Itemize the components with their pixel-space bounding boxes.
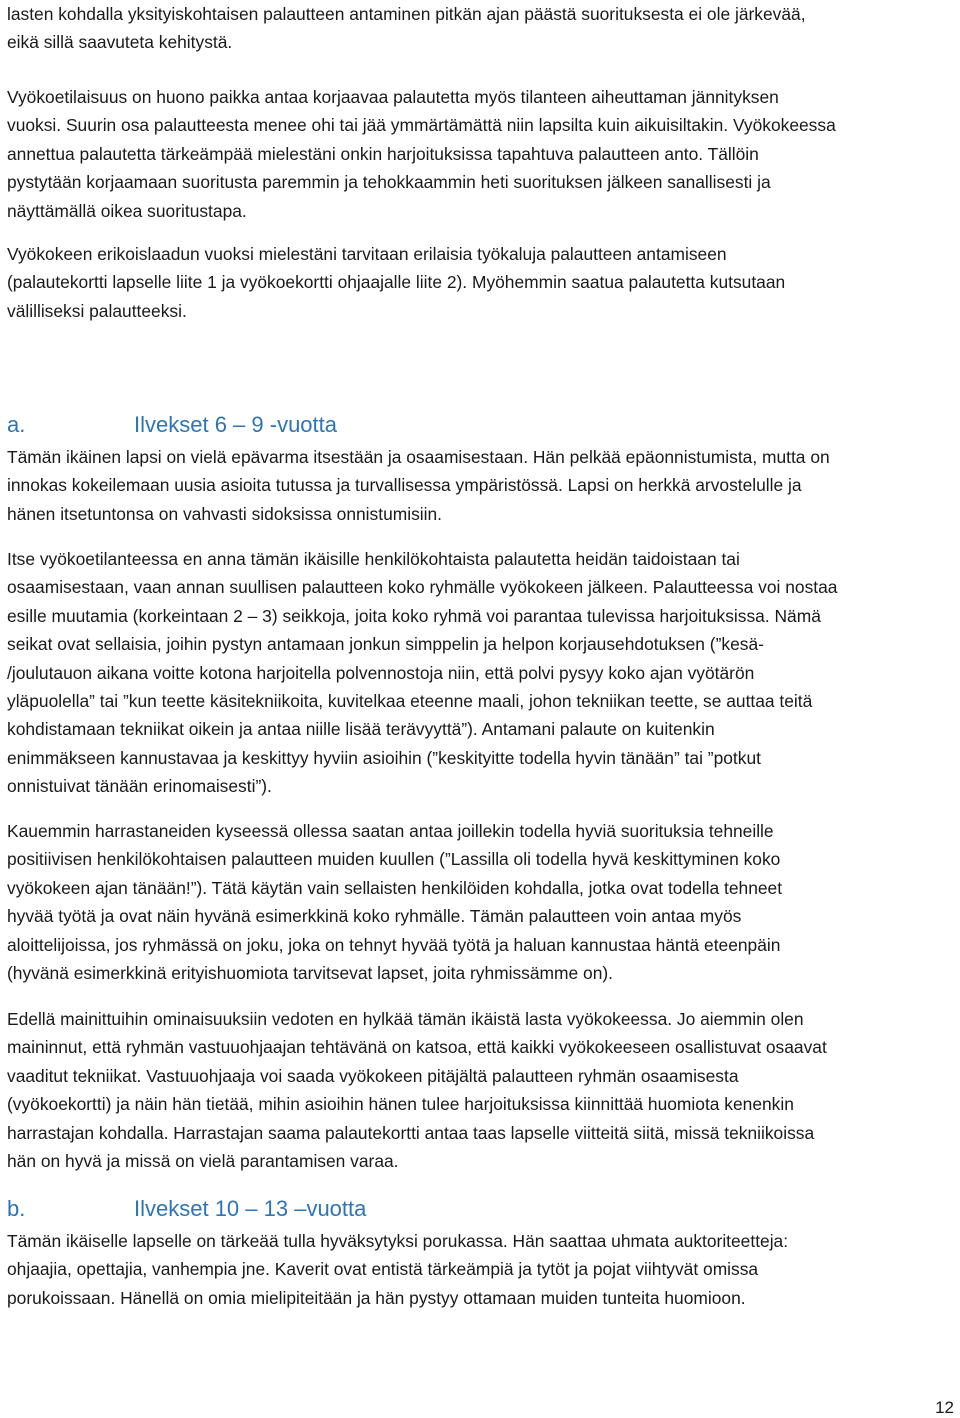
text-line: (vyökoekortti) ja näin hän tietää, mihin asioihin hänen tulee harjoituksissa kiinnittää huomiota kenenkin — [7, 1094, 794, 1115]
text-line: seikat ovat sellaisia, joihin pystyn antamaan jonkun simppelin ja helpon korjausehdotuksen (”kesä- — [7, 634, 764, 655]
text-line: Kauemmin harrastaneiden kyseessä ollessa saatan antaa joillekin todella hyviä suorituksia tehneille — [7, 821, 774, 841]
paragraph-age-6-9 — [7, 443, 955, 528]
text-line: yläpuolella” tai ”kun teette käsitekniikoita, kuvitelkaa eteenne maali, johon tekniikan teette, se auttaa teitä — [7, 690, 813, 711]
text-line: innokas kokeilemaan uusia asioita tutussa ja turvallisessa ympäristössä. Lapsi on herkkä arvostelulle ja — [7, 475, 802, 496]
text-line: Tämän ikäinen lapsi on vielä epävarma itsestään ja osaamisestaan. Hän pelkää epäonnistumista, mutta on — [7, 447, 830, 467]
section-heading-a — [7, 411, 337, 439]
text-line: esille muutamia (korkeintaan 2 – 3) seikkoja, joita koko ryhmä voi parantaa tulevissa harjoituksissa. Nämä — [7, 605, 821, 626]
text-line: vuoksi. Suurin osa palautteesta menee ohi tai jää ymmärtämättä niin lapsilta kuin aikuisiltakin. Vyökokeessa — [7, 115, 836, 136]
section-heading-b — [7, 1195, 366, 1223]
section-title: Ilvekset 10 – 13 –vuotta — [134, 1196, 367, 1221]
section-letter: b. — [7, 1196, 26, 1221]
text-line: hyvää työtä ja ovat näin hyvänä esimerkkinä koko ryhmälle. Tämän palautteen voin antaa myös — [7, 906, 742, 927]
paragraph-kauemmin — [7, 817, 955, 987]
paragraph-tyokalut — [7, 240, 955, 325]
section-title: Ilvekset 6 – 9 -vuotta — [134, 412, 337, 437]
text-line: enimmäkseen kannustavaa ja keskittyy hyviin asioihin (”keskityitte todella hyvin tänään” tai ”potkut — [7, 747, 761, 768]
text-line: kohdistamaan tekniikat oikein ja antaa niille lisää terävyyttä”). Antamani palaute on kuitenkin — [7, 719, 715, 740]
paragraph-intro — [7, 0, 955, 57]
text-line: Vyökokeen erikoislaadun vuoksi mielestäni tarvitaan erilaisia työkaluja palautteen antamiseen — [7, 244, 727, 264]
text-line: lasten kohdalla yksityiskohtaisen palautteen antaminen pitkän ajan päästä suorituksesta ei ole järkevää, — [7, 4, 806, 24]
text-line: näyttämällä oikea suoritustapa. — [7, 200, 247, 221]
text-line: eikä sillä saavuteta kehitystä. — [7, 32, 233, 53]
text-line: hänen itsetuntonsa on vahvasti sidoksissa onnistumisiin. — [7, 503, 443, 524]
text-line: (palautekortti lapselle liite 1 ja vyökoekortti ohjaajalle liite 2). Myöhemmin saatua palautetta kutsutaan — [7, 272, 786, 293]
paragraph-vyokoetilaisuus — [7, 83, 955, 225]
text-line: Vyökoetilaisuus on huono paikka antaa korjaavaa palautetta myös tilanteen aiheuttaman jännityksen — [7, 87, 779, 107]
text-line: vyökokeen ajan tänään!”). Tätä käytän vain sellaisten henkilöiden kohdalla, jotka ovat todella tehneet — [7, 877, 783, 898]
text-line: /joulutauon aikana voitte kotona harjoitella polvennostoja niin, että polvi pysyy koko ajan vyötärön — [7, 662, 755, 683]
text-line: aloittelijoissa, jos ryhmässä on joku, joka on tehnyt hyvää työtä ja haluan kannustaa häntä eteenpäin — [7, 934, 781, 955]
text-line: Itse vyökoetilanteessa en anna tämän ikäisille henkilökohtaista palautetta heidän taidoistaan tai — [7, 549, 740, 569]
paragraph-vyokoetilanne — [7, 545, 955, 801]
text-line: annettua palautetta tärkeämpää mielestäni onkin harjoituksissa tapahtuva palautteen anto. Tällöin — [7, 143, 759, 164]
text-line: Edellä mainittuihin ominaisuuksiin vedoten en hylkää tämän ikäistä lasta vyökokeessa. Jo aiemmin olen — [7, 1009, 804, 1029]
text-line: pystytään korjaamaan suoritusta paremmin ja tehokkaammin heti suorituksen jälkeen sanallisesti ja — [7, 172, 771, 193]
text-line: maininnut, että ryhmän vastuuohjaajan tehtävänä on katsoa, että kaikki vyökokeeseen osallistuvat osaavat — [7, 1037, 827, 1058]
text-line: vaaditut tekniikat. Vastuuohjaaja voi saada vyökokeen pitäjältä palautteen ryhmän osaamisesta — [7, 1065, 739, 1086]
text-line: ohjaajia, opettajia, vanhempia jne. Kaverit ovat entistä tärkeämpiä ja tytöt ja pojat viihtyvät omissa — [7, 1259, 759, 1280]
text-line: (hyvänä esimerkkinä erityishuomiota tarvitsevat lapset, joita ryhmissämme on). — [7, 962, 613, 983]
paragraph-edella — [7, 1005, 955, 1175]
paragraph-age-10-13 — [7, 1227, 955, 1312]
text-line: hän on hyvä ja missä on vielä parantamisen varaa. — [7, 1150, 399, 1171]
page-number: 12 — [935, 1398, 954, 1417]
text-line: Tämän ikäiselle lapselle on tärkeää tulla hyväksytyksi porukassa. Hän saattaa uhmata auktoriteetteja: — [7, 1231, 789, 1251]
text-line: porukoissaan. Hänellä on omia mielipiteitään ja hän pystyy ottamaan muiden tunteita huomioon. — [7, 1287, 746, 1308]
text-line: onnistuivat tänään erinomaisesti”). — [7, 776, 272, 797]
section-letter: a. — [7, 412, 26, 437]
text-line: harrastajan kohdalla. Harrastajan saama palautekortti antaa taas lapselle viitteitä siitä, missä tekniikoissa — [7, 1122, 815, 1143]
text-line: välilliseksi palautteeksi. — [7, 300, 187, 321]
text-line: positiivisen henkilökohtaisen palautteen muiden kuullen (”Lassilla oli todella hyvä keskittyminen koko — [7, 849, 781, 870]
text-line: osaamisestaan, vaan annan suullisen palautteen koko ryhmälle vyökokeen jälkeen. Palautteessa voi nostaa — [7, 577, 838, 598]
